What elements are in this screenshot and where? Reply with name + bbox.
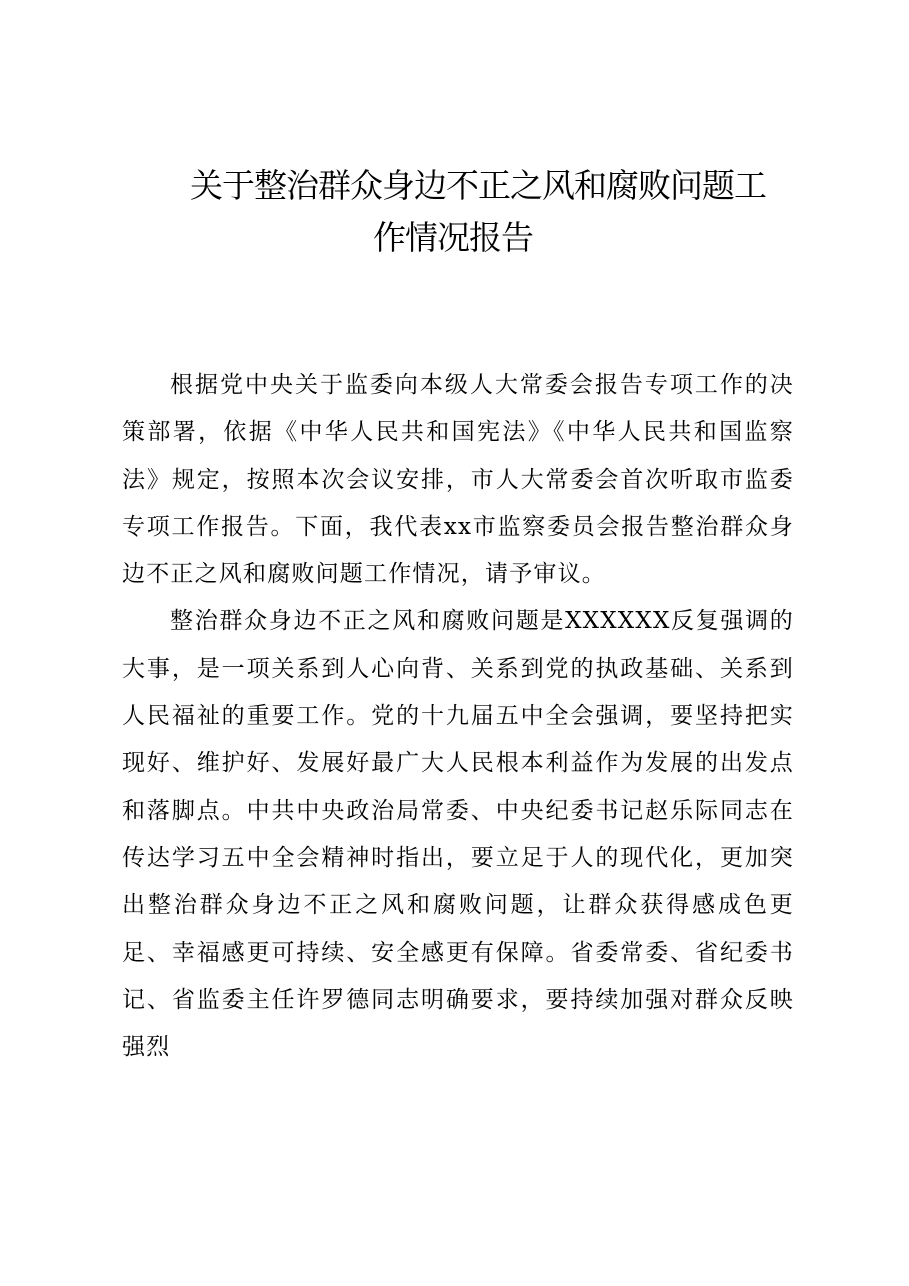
title-line-2: 作情况报告 — [373, 218, 533, 257]
document-body — [122, 362, 794, 1071]
paragraph-1: 根据党中央关于监委向本级人大常委会报告专项工作的决策部署，依据《中华人民共和国宪法》《中华人民共和国监察法》规定，按照本次会议安排，市人大常委会首次听取市监委专项工作报告。下面，我代表xx市监察委员会报告整治群众身边不正之风和腐败问题工作情况，请予审议。 — [122, 372, 794, 588]
document-title — [120, 160, 800, 264]
paragraph-2: 整治群众身边不正之风和腐败问题是XXXXXX反复强调的大事，是一项关系到人心向背、关系到党的执政基础、关系到人民福祉的重要工作。党的十九届五中全会强调，要坚持把实现好、维护好、发展好最广大人民根本利益作为发展的出发点和落脚点。中共中央政治局常委、中央纪委书记赵乐际同志在传达学习五中全会精神时指出，要立足于人的现代化，更加突出整治群众身边不正之风和腐败问题，让群众获得感成色更足、幸福感更可持续、安全感更有保障。省委常委、省纪委书记、省监委主任许罗德同志明确要求，要持续加强对群众反映强烈 — [122, 608, 794, 1061]
title-line-1: 关于整治群众身边不正之风和腐败问题工 — [190, 166, 766, 205]
